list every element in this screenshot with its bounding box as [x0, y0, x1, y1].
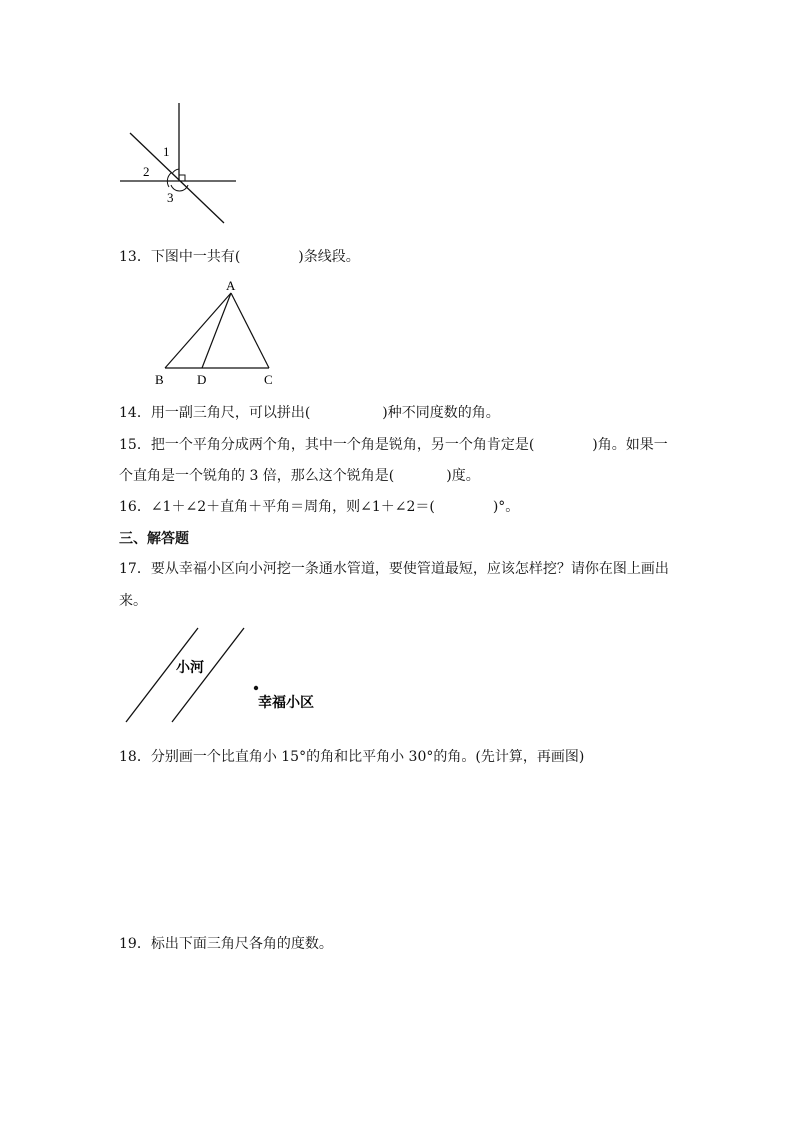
question-number: 13． — [119, 249, 151, 265]
question-text: 下图中一共有( — [150, 249, 241, 265]
question-number: 14． — [119, 405, 151, 421]
question-17-line-1 — [119, 559, 669, 579]
vertex-label-b: B — [155, 372, 164, 387]
question-text: 用一副三角尺，可以拼出( — [150, 405, 311, 421]
angles-figure — [110, 95, 250, 230]
question-number: 19． — [119, 936, 151, 952]
question-15-line-2 — [119, 466, 480, 486]
question-19 — [119, 934, 333, 954]
question-text: )种不同度数的角。 — [382, 405, 500, 421]
vertex-label-d: D — [197, 372, 207, 387]
community-label: 幸福小区 — [258, 695, 314, 711]
angle-label-2: 2 — [143, 164, 150, 179]
question-number: 16． — [119, 499, 151, 515]
vertex-label-a: A — [226, 278, 236, 293]
community-point — [254, 686, 258, 690]
angle-label-1: 1 — [163, 144, 170, 159]
question-number: 18． — [119, 749, 151, 765]
river-figure — [120, 622, 330, 727]
segment-ac — [231, 293, 269, 368]
vertex-label-c: C — [264, 372, 273, 387]
river-label: 小河 — [176, 660, 204, 676]
angle-arc-2 — [167, 173, 171, 187]
question-number: 17． — [119, 561, 151, 577]
question-text: 个直角是一个锐角的 3 倍，那么这个锐角是( — [119, 468, 395, 484]
question-16 — [119, 497, 519, 517]
question-text: ∠1＋∠2＋直角＋平角＝周角，则∠1＋∠2＝( — [150, 499, 435, 515]
question-18 — [119, 747, 584, 767]
angle-label-3: 3 — [167, 190, 174, 205]
question-text: 来。 — [119, 593, 147, 609]
question-text: 要从幸福小区向小河挖一条通水管道，要使管道最短，应该怎样挖？请你在图上画出 — [150, 561, 669, 577]
question-14 — [119, 403, 500, 423]
question-text: 把一个平角分成两个角，其中一个角是锐角，另一个角肯定是( — [150, 437, 535, 453]
question-text: )°。 — [492, 499, 520, 515]
question-text: 分别画一个比直角小 15°的角和比平角小 30°的角。(先计算，再画图) — [150, 749, 585, 765]
section-title: 三、解答题 — [119, 531, 189, 547]
question-13 — [119, 247, 360, 267]
triangle-figure — [145, 276, 285, 388]
question-17-line-2 — [119, 591, 147, 611]
question-text: )角。如果一 — [592, 437, 668, 453]
question-number: 15． — [119, 437, 151, 453]
segment-ad — [202, 293, 231, 368]
question-text: 标出下面三角尺各角的度数。 — [150, 936, 333, 952]
angle-arc-1 — [172, 169, 179, 174]
question-text: )条线段。 — [298, 249, 360, 265]
question-text: )度。 — [446, 468, 480, 484]
question-15-line-1 — [119, 435, 668, 455]
segment-ab — [165, 293, 231, 368]
